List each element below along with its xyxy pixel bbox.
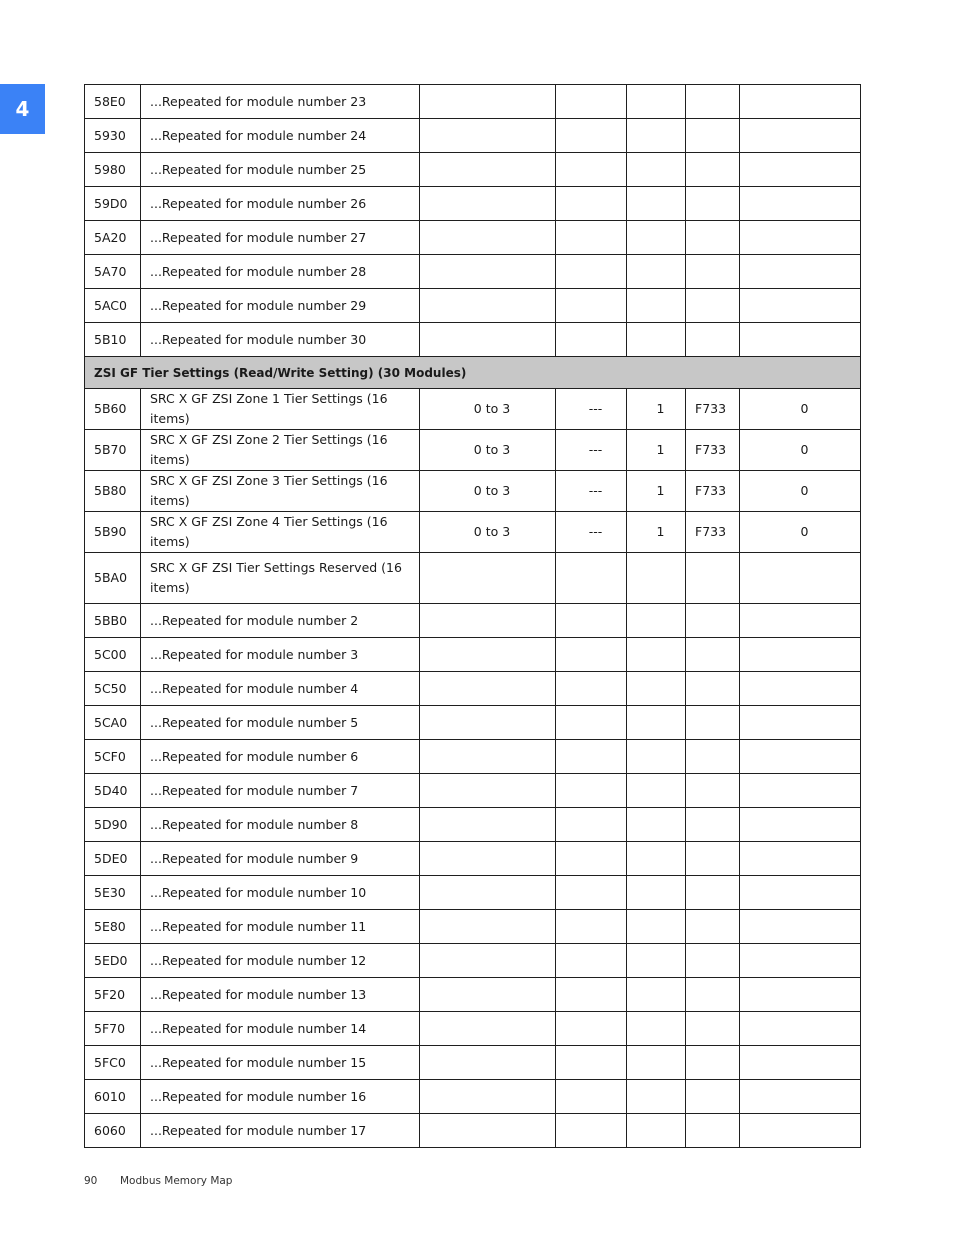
- memory-map-table: [84, 84, 861, 1148]
- table-row: [85, 740, 861, 774]
- description-cell: ...Repeated for module number 29: [141, 289, 420, 323]
- footer-section-title: Modbus Memory Map: [120, 1175, 233, 1187]
- description-cell: ...Repeated for module number 15: [141, 1046, 420, 1080]
- description-cell: ...Repeated for module number 8: [141, 808, 420, 842]
- page-footer: [84, 1175, 232, 1187]
- address-cell: 5BA0: [85, 553, 141, 604]
- table-row: [85, 978, 861, 1012]
- format-cell: F733: [686, 512, 740, 553]
- table-row: [85, 842, 861, 876]
- table-row: [85, 471, 861, 512]
- address-cell: 5F20: [85, 978, 141, 1012]
- address-cell: 5B10: [85, 323, 141, 357]
- address-cell: 5A70: [85, 255, 141, 289]
- description-cell: ...Repeated for module number 27: [141, 221, 420, 255]
- range-cell: 0 to 3: [420, 471, 556, 512]
- address-cell: 5980: [85, 153, 141, 187]
- address-cell: 5FC0: [85, 1046, 141, 1080]
- address-cell: 5A20: [85, 221, 141, 255]
- description-cell: ...Repeated for module number 28: [141, 255, 420, 289]
- address-cell: 5B90: [85, 512, 141, 553]
- default-cell: 0: [740, 430, 861, 471]
- table-row: [85, 221, 861, 255]
- address-cell: 6060: [85, 1114, 141, 1148]
- table-row: [85, 430, 861, 471]
- table-row: [85, 323, 861, 357]
- address-cell: 5C00: [85, 638, 141, 672]
- address-cell: 5C50: [85, 672, 141, 706]
- table-row: [85, 512, 861, 553]
- description-cell: ...Repeated for module number 3: [141, 638, 420, 672]
- address-cell: 5CA0: [85, 706, 141, 740]
- description-cell: ...Repeated for module number 7: [141, 774, 420, 808]
- table-row: [85, 774, 861, 808]
- range-cell: 0 to 3: [420, 430, 556, 471]
- table-row: [85, 1012, 861, 1046]
- table-row: [85, 153, 861, 187]
- units-cell: ---: [556, 389, 627, 430]
- format-cell: F733: [686, 471, 740, 512]
- chapter-tab: 4: [0, 84, 45, 134]
- description-cell: ...Repeated for module number 17: [141, 1114, 420, 1148]
- format-cell: F733: [686, 389, 740, 430]
- section-title: ZSI GF Tier Settings (Read/Write Setting) (30 Modules): [85, 357, 861, 389]
- table-row: [85, 876, 861, 910]
- description-cell: ...Repeated for module number 26: [141, 187, 420, 221]
- address-cell: 5F70: [85, 1012, 141, 1046]
- address-cell: 5B70: [85, 430, 141, 471]
- address-cell: 59D0: [85, 187, 141, 221]
- description-cell: ...Repeated for module number 13: [141, 978, 420, 1012]
- description-cell: ...Repeated for module number 16: [141, 1080, 420, 1114]
- range-cell: 0 to 3: [420, 389, 556, 430]
- table-row: [85, 85, 861, 119]
- description-cell: ...Repeated for module number 2: [141, 604, 420, 638]
- description-cell: ...Repeated for module number 24: [141, 119, 420, 153]
- address-cell: 5DE0: [85, 842, 141, 876]
- address-cell: 5BB0: [85, 604, 141, 638]
- format-cell: F733: [686, 430, 740, 471]
- description-cell: SRC X GF ZSI Zone 1 Tier Settings (16 items): [141, 389, 420, 430]
- table-row: [85, 553, 861, 604]
- table-row: [85, 1114, 861, 1148]
- description-cell: SRC X GF ZSI Zone 3 Tier Settings (16 items): [141, 471, 420, 512]
- table-row: [85, 255, 861, 289]
- description-cell: ...Repeated for module number 6: [141, 740, 420, 774]
- table-row: [85, 187, 861, 221]
- units-cell: ---: [556, 512, 627, 553]
- address-cell: 58E0: [85, 85, 141, 119]
- address-cell: 5D40: [85, 774, 141, 808]
- description-cell: ...Repeated for module number 11: [141, 910, 420, 944]
- table-row: [85, 706, 861, 740]
- description-cell: ...Repeated for module number 25: [141, 153, 420, 187]
- address-cell: 6010: [85, 1080, 141, 1114]
- description-cell: SRC X GF ZSI Zone 4 Tier Settings (16 items): [141, 512, 420, 553]
- address-cell: 5B60: [85, 389, 141, 430]
- description-cell: ...Repeated for module number 23: [141, 85, 420, 119]
- description-cell: SRC X GF ZSI Tier Settings Reserved (16 items): [141, 553, 420, 604]
- table-row: [85, 910, 861, 944]
- description-cell: ...Repeated for module number 10: [141, 876, 420, 910]
- address-cell: 5930: [85, 119, 141, 153]
- step-cell: 1: [627, 512, 686, 553]
- description-cell: ...Repeated for module number 5: [141, 706, 420, 740]
- address-cell: 5D90: [85, 808, 141, 842]
- units-cell: ---: [556, 430, 627, 471]
- table-row: [85, 944, 861, 978]
- default-cell: 0: [740, 471, 861, 512]
- table-row: [85, 672, 861, 706]
- description-cell: ...Repeated for module number 4: [141, 672, 420, 706]
- section-header-row: [85, 357, 861, 389]
- step-cell: 1: [627, 389, 686, 430]
- table-row: [85, 119, 861, 153]
- table-row: [85, 808, 861, 842]
- table-row: [85, 638, 861, 672]
- step-cell: 1: [627, 430, 686, 471]
- step-cell: 1: [627, 471, 686, 512]
- table-row: [85, 289, 861, 323]
- table-row: [85, 1046, 861, 1080]
- address-cell: 5ED0: [85, 944, 141, 978]
- table-row: [85, 1080, 861, 1114]
- default-cell: 0: [740, 389, 861, 430]
- address-cell: 5E80: [85, 910, 141, 944]
- description-cell: ...Repeated for module number 12: [141, 944, 420, 978]
- address-cell: 5CF0: [85, 740, 141, 774]
- table-row: [85, 604, 861, 638]
- description-cell: ...Repeated for module number 9: [141, 842, 420, 876]
- table-row: [85, 389, 861, 430]
- page-number: 90: [84, 1175, 98, 1187]
- range-cell: 0 to 3: [420, 512, 556, 553]
- units-cell: ---: [556, 471, 627, 512]
- address-cell: 5E30: [85, 876, 141, 910]
- address-cell: 5B80: [85, 471, 141, 512]
- description-cell: SRC X GF ZSI Zone 2 Tier Settings (16 items): [141, 430, 420, 471]
- description-cell: ...Repeated for module number 30: [141, 323, 420, 357]
- address-cell: 5AC0: [85, 289, 141, 323]
- description-cell: ...Repeated for module number 14: [141, 1012, 420, 1046]
- default-cell: 0: [740, 512, 861, 553]
